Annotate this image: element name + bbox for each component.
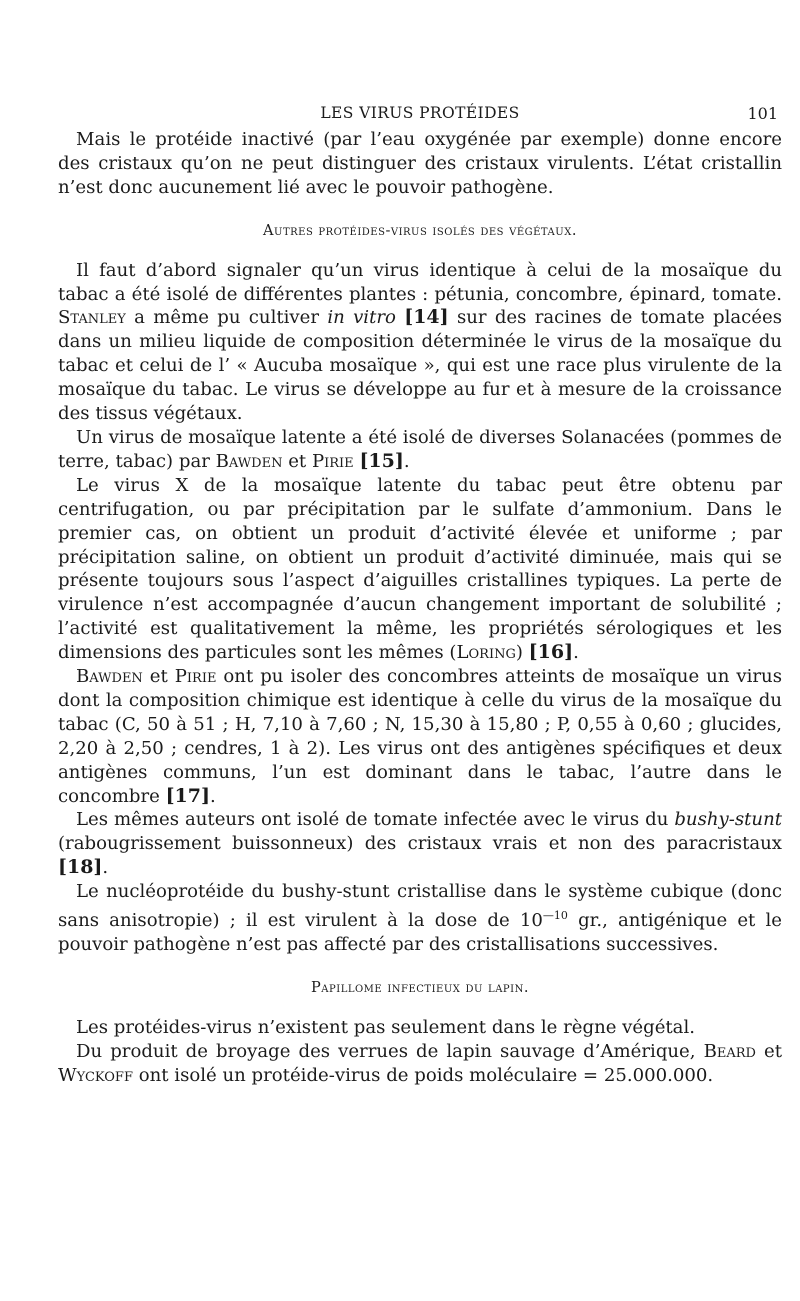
book-page xyxy=(58,100,782,1088)
author-name: Beard xyxy=(703,1040,756,1062)
running-title: LES VIRUS PROTÉIDES xyxy=(320,104,520,122)
reference-marker: [18] xyxy=(58,856,103,879)
author-name: Wyckoff xyxy=(58,1064,133,1086)
reference-marker: [15] xyxy=(359,449,404,472)
paragraph-cucumber-virus: Bawden et Pirie ont pu isoler des concombres atteints de mosaïque un virus dont la composition chimique est identique à celle du virus de la mosaïque du tabac (C, 50 à 51 ; H, 7,10 à 7,60 ; N, 15,30 à 15,80 ; P, 0,55 à 0,60 ; glucides, 2,20 à 2,50 ; cendres, 1 à 2). Les virus ont des antigènes spécifiques et deux antigènes communs, l’un est dominant dans le tabac, l’autre dans le concombre [17]. xyxy=(58,666,782,807)
author-name: Bawden xyxy=(76,666,143,688)
paragraph-rabbit-warts: Du produit de broyage des verrues de lapin sauvage d’Amérique, Beard et Wyckoff ont isolé un protéide-virus de poids moléculaire = 25.000.000. xyxy=(58,1040,782,1086)
page-number: 101 xyxy=(747,104,778,123)
section-heading-plant-viruses: Autres protéides-virus isolés des végétaux. xyxy=(263,222,577,239)
paragraph-crystals: Mais le protéide inactivé (par l’eau oxygénée par exemple) donne encore des cristaux qu’on ne peut distinguer des cristaux virulents. L’état cristallin n’est donc aucunement lié avec le pouvoir pathogène. xyxy=(58,129,782,198)
italic-term: in vitro xyxy=(327,307,396,329)
author-name: Pirie xyxy=(174,666,217,688)
paragraph-bushy-stunt: Les mêmes auteurs ont isolé de tomate infectée avec le virus du bushy-stunt (rabougrissement buissonneux) des cristaux vrais et non des paracristaux [18]. xyxy=(58,809,782,879)
italic-term: bushy-stunt xyxy=(674,809,782,831)
section-heading-rabbit-papilloma: Papillome infectieux du lapin. xyxy=(311,979,529,996)
paragraph-nucleoproteid: Le nucléoprotéide du bushy-stunt cristallise dans le système cubique (donc sans anisotropie) ; il est virulent à la dose de $10^{—10}$ gr., antigénique et le pouvoir pathogène n’est pas affecté par des cristallisations successives. xyxy=(58,881,782,956)
exponent: —10 xyxy=(542,909,568,923)
reference-marker: [16] xyxy=(528,641,574,664)
reference-marker: [14] xyxy=(404,306,449,329)
author-name: Stanley xyxy=(58,307,126,329)
author-name: Pirie xyxy=(311,450,354,472)
reference-marker: [17] xyxy=(165,784,210,807)
author-name: Loring xyxy=(456,642,516,664)
paragraph-animal-viruses: Les protéides-virus n’existent pas seulement dans le règne végétal. xyxy=(76,1016,695,1038)
paragraph-virus-x: Le virus X de la mosaïque latente du tabac peut être obtenu par centrifugation, ou par précipitation par le sulfate d’ammonium. Dans le premier cas, on obtient un produit d’activité élevée et uniforme ; par précipitation saline, on obtient un produit d’activité diminuée, mais qui se présente toujours sous l’aspect d’aiguilles cristallines typiques. La perte de virulence n’est accompagnée d’aucun changement important de solubilité ; l’activité est qualitativement la même, les propriétés sérologiques et les dimensions des particules sont les mêmes (Loring) [16]. xyxy=(58,474,782,664)
author-name: Bawden xyxy=(215,450,283,472)
paragraph-tobacco-mosaic: Il faut d’abord signaler qu’un virus identique à celui de la mosaïque du tabac a été isolé de différentes plantes : pétunia, concombre, épinard, tomate. Stanley a même pu cultiver in vitro [14] sur des racines de tomate placées dans un milieu liquide de composition déterminée le virus de la mosaïque du tabac et celui de l’ « Aucuba mosaïque », qui est une race plus virulente de la mosaïque du tabac. Le virus se développe au fur et à mesure de la croissance des tissus végétaux. xyxy=(58,259,783,425)
paragraph-latent-mosaic: Un virus de mosaïque latente a été isolé de diverses Solanacées (pommes de terre, tabac) par Bawden et Pirie [15]. xyxy=(58,426,782,472)
page-header xyxy=(58,100,782,124)
